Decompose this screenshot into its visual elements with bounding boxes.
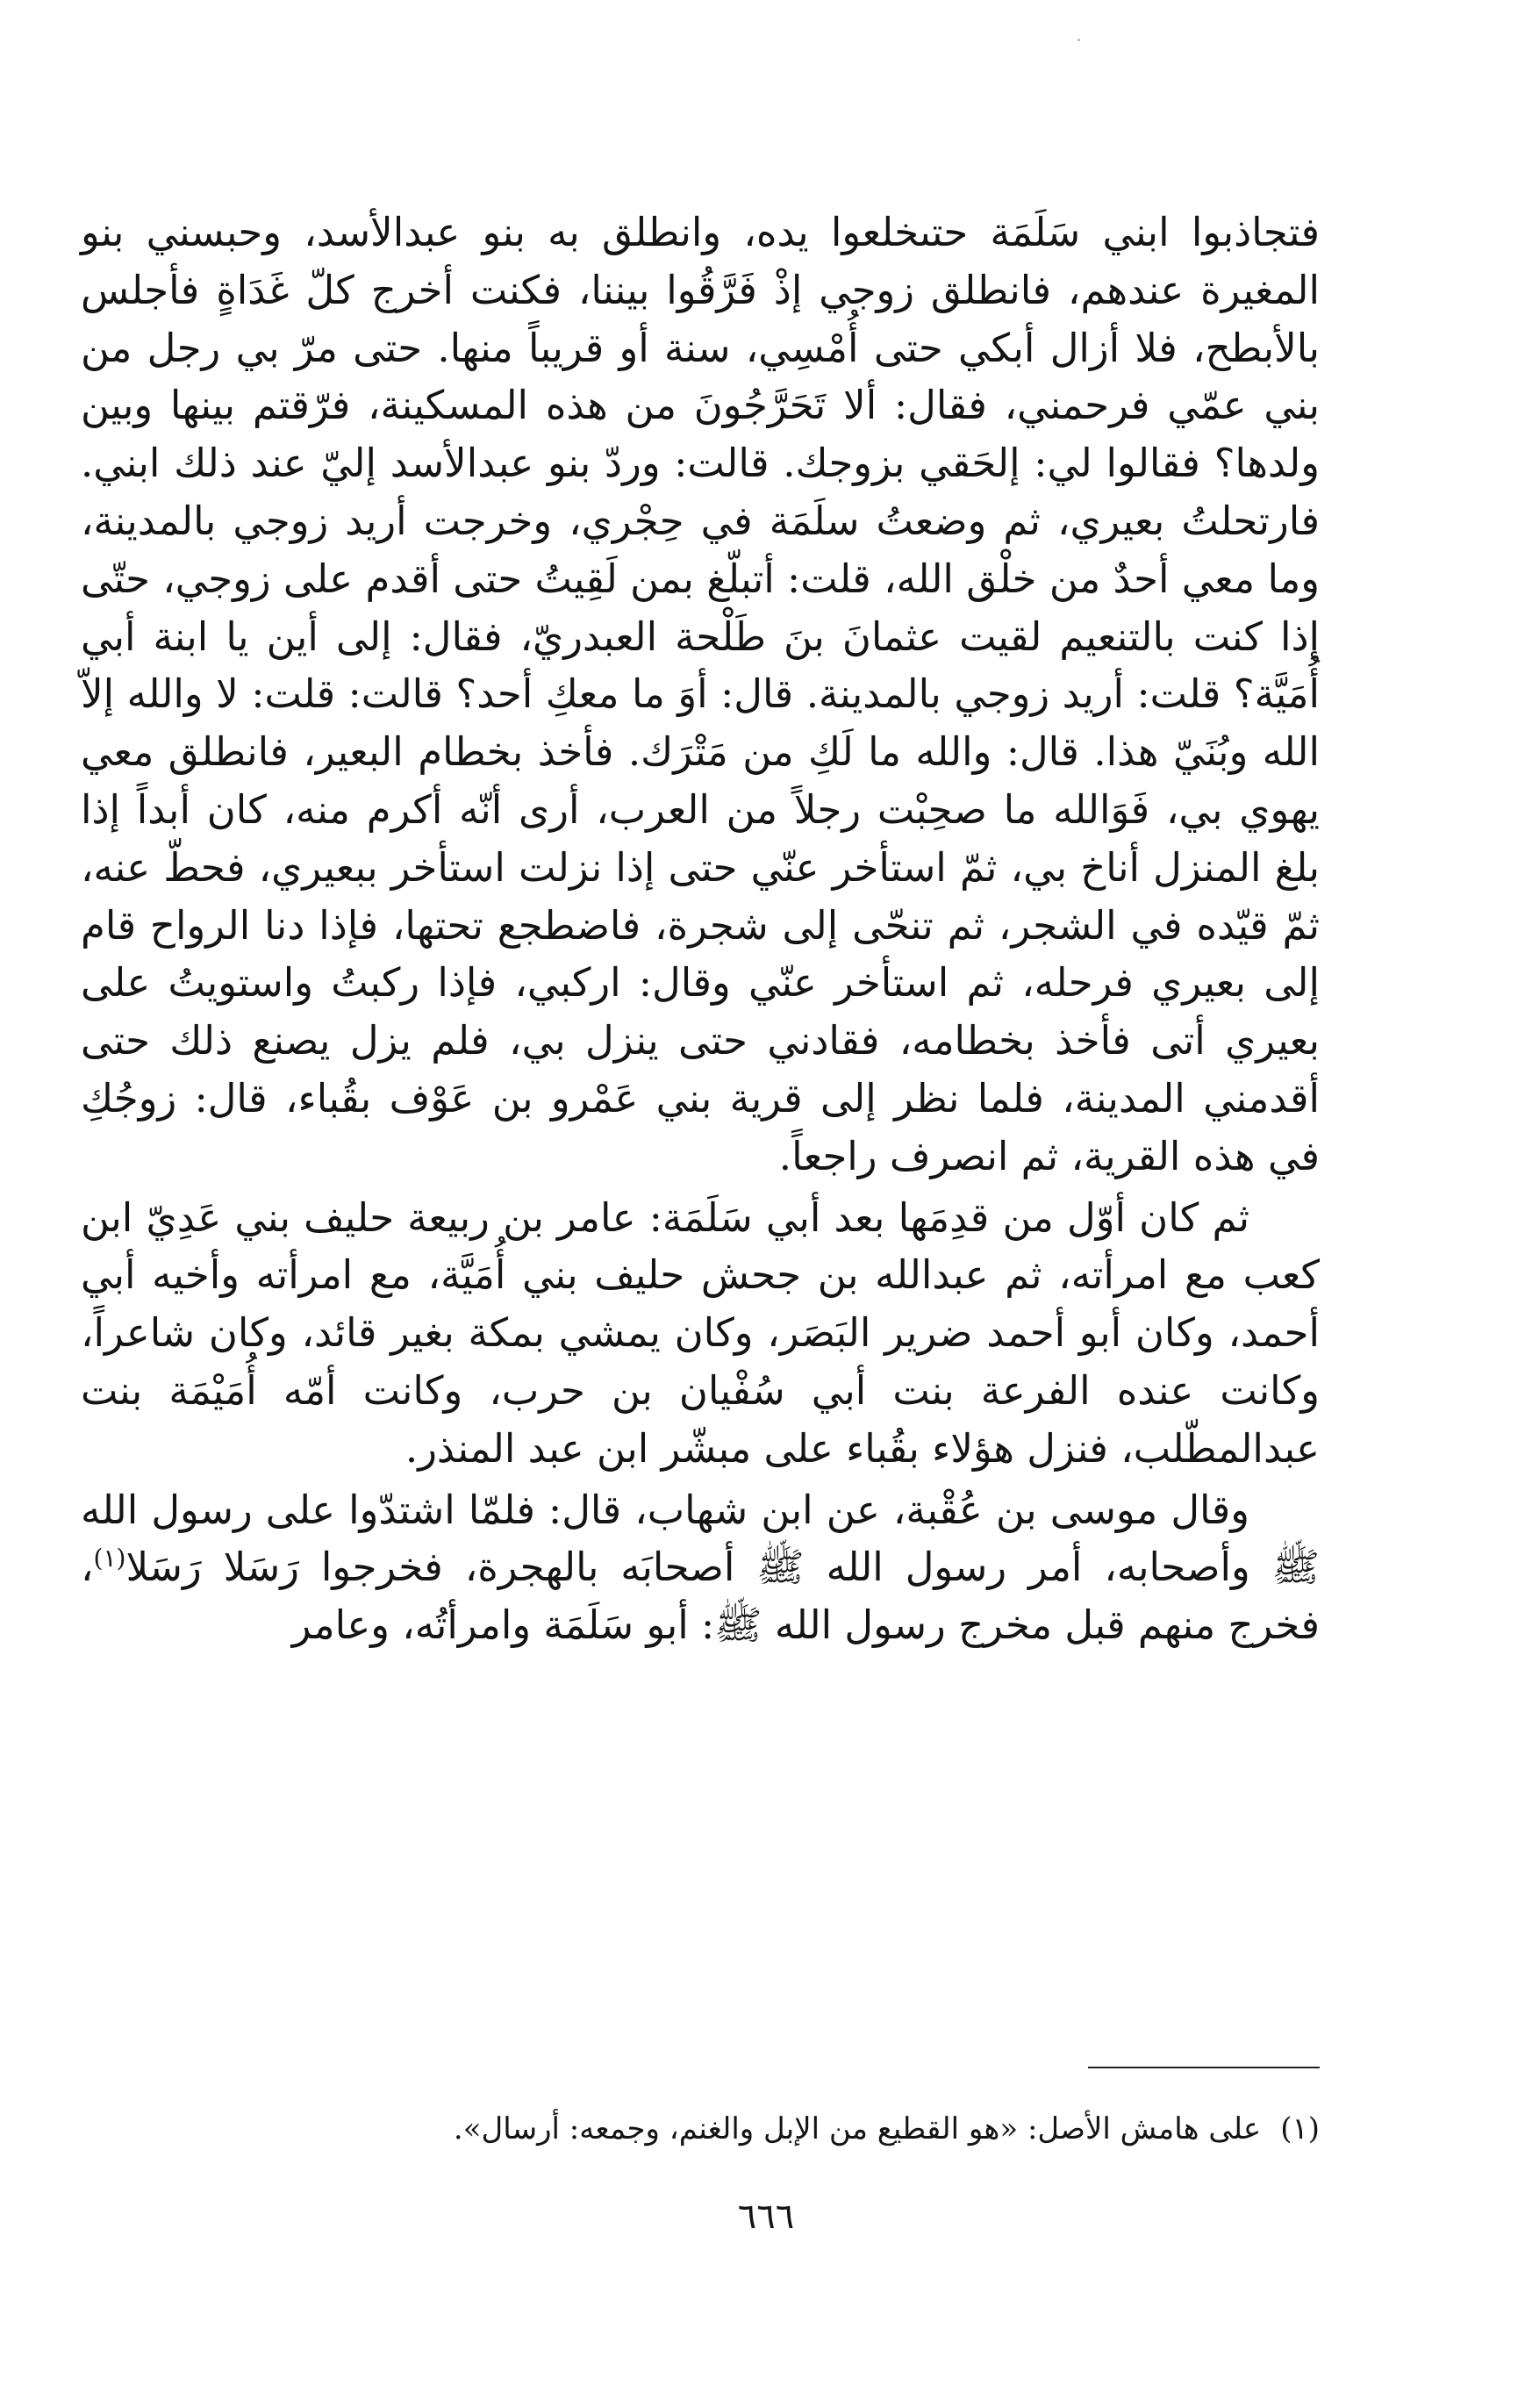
footnote-divider	[1088, 2067, 1320, 2068]
footnote	[81, 2108, 1320, 2150]
footnote-number: (١)	[1280, 2111, 1320, 2146]
paragraph-3-part-1: وقال موسى بن عُقْبة، عن ابن شهاب، قال: فلمّا اشتدّوا على رسول الله ﷺ وأصحابه، أمر رسول الله ﷺ أصحابَه بالهجرة، فخرجوا رَسَلا رَسَلا	[81, 1486, 1320, 1591]
paragraph-3-part-2: ، فخرج منهم قبل مخرج رسول الله ﷺ: أبو سَلَمَة وامرأتُه، وعامر	[81, 1544, 1320, 1649]
footnote-reference: (١)	[93, 1544, 126, 1573]
page-number: ٦٦٦	[737, 2197, 795, 2237]
paragraph-3	[81, 1481, 1320, 1654]
main-text	[81, 204, 1320, 1654]
paragraph-2: ثم كان أوّل من قدِمَها بعد أبي سَلَمَة: عامر بن ربيعة حليف بني عَدِيّ ابن كعب مع امرأته، ثم عبدالله بن جحش حليف بني أُمَيَّة، مع امرأته وأخيه أبي أحمد، وكان أبو أحمد ضرير البَصَر، وكان يمشي بمكة بغير قائد، وكان شاعراً، وكانت عنده الفرعة بنت أبي سُفْيان بن حرب، وكانت أمّه أُمَيْمَة بنت عبدالمطّلب، فنزل هؤلاء بقُباء على مبشّر ابن عبد المنذر.	[81, 1193, 1320, 1472]
paragraph-1: فتجاذبوا ابني سَلَمَة حتىخلعوا يده، وانطلق به بنو عبدالأسد، وحبسني بنو المغيرة عندهم، فانطلق زوجي إذْ فَرَّقُوا بيننا، فكنت أخرج كلّ غَدَاةٍ فأجلس بالأبطح، فلا أزال أبكي حتى أُمْسِي، سنة أو قريباً منها. حتى مرّ بي رجل من بني عمّي فرحمني، فقال: ألا تَحَرَّجُونَ من هذه المسكينة، فرّقتم بينها وبين ولدها؟ فقالوا لي: إلحَقي بزوجك. قالت: وردّ بنو عبدالأسد إليّ عند ذلك ابني. فارتحلتُ بعيري، ثم وضعتُ سلَمَة في حِجْري، وخرجت أريد زوجي بالمدينة، وما معي أحدٌ من خلْق الله، قلت: أتبلّغ بمن لَقِيتُ حتى أقدم على زوجي، حتّى إذا كنت بالتنعيم لقيت عثمانَ بنَ طَلْحة العبدريّ، فقال: إلى أين يا ابنة أبي أُمَيَّة؟ قلت: أريد زوجي بالمدينة. قال: أوَ ما معكِ أحد؟ قالت: قلت: لا والله إلاّ الله وبُنَيّ هذا. قال: والله ما لَكِ من مَتْرَك. فأخذ بخطام البعير، فانطلق معي يهوي بي، فَوَالله ما صحِبْت رجلاً من العرب، أرى أنّه أكرم منه، كان أبداً إذا بلغ المنزل أناخ بي، ثمّ استأخر عنّي حتى إذا نزلت استأخر ببعيري، فحطّ عنه، ثمّ قيّده في الشجر، ثم تنحّى إلى شجرة، فاضطجع تحتها، فإذا دنا الرواح قام إلى بعيري فرحله، ثم استأخر عنّي وقال: اركبي، فإذا ركبتُ واستويتُ على بعيري أتى فأخذ بخطامه، فقادني حتى ينزل بي، فلم يزل يصنع ذلك حتى أقدمني المدينة، فلما نظر إلى قرية بني عَمْرو بن عَوْف بقُباء، قال: زوجُكِ في هذه القرية، ثم انصرف راجعاً.	[81, 209, 1320, 1179]
footnote-text: على هامش الأصل: «هو القطيع من الإبل والغنم، وجمعه: أرسال».	[453, 2111, 1262, 2146]
scan-speck	[1077, 39, 1080, 41]
